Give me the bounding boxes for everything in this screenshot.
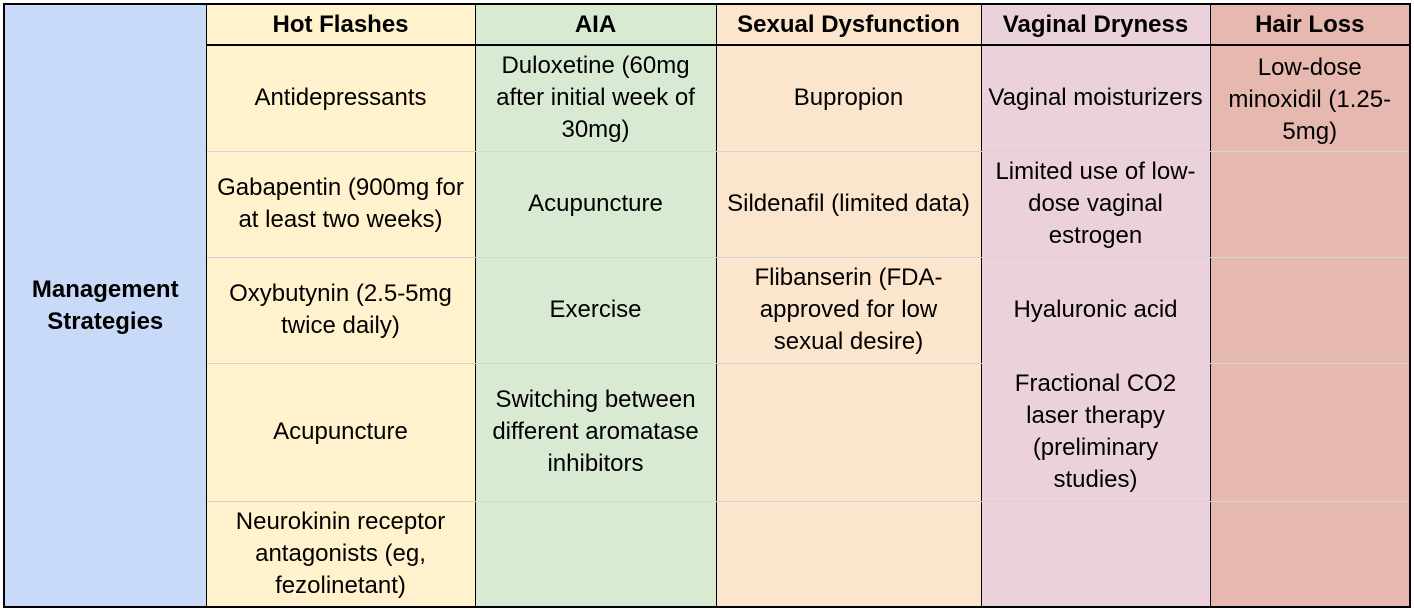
table-cell: Oxybutynin (2.5-5mg twice daily) [206, 257, 475, 363]
table-cell-empty [1210, 151, 1410, 257]
table-cell: Hyaluronic acid [981, 257, 1210, 363]
table-cell: Acupuncture [475, 151, 716, 257]
table-cell-empty [716, 363, 981, 501]
table-cell-empty [981, 501, 1210, 607]
table-cell: Low-dose minoxidil (1.25-5mg) [1210, 45, 1410, 151]
row-label-management-strategies: Management Strategies [4, 4, 206, 607]
table-row [4, 151, 1410, 257]
header-hot-flashes: Hot Flashes [206, 4, 475, 45]
table-row [4, 257, 1410, 363]
table-cell: Exercise [475, 257, 716, 363]
table-row [4, 363, 1410, 501]
table-cell: Vaginal moisturizers [981, 45, 1210, 151]
management-strategies-table [3, 3, 1411, 608]
table-cell: Bupropion [716, 45, 981, 151]
table-row [4, 501, 1410, 607]
table-cell: Neurokinin receptor antagonists (eg, fezolinetant) [206, 501, 475, 607]
table-cell: Acupuncture [206, 363, 475, 501]
header-sexual-dysfunction: Sexual Dysfunction [716, 4, 981, 45]
table-cell: Duloxetine (60mg after initial week of 30mg) [475, 45, 716, 151]
table-cell: Limited use of low-dose vaginal estrogen [981, 151, 1210, 257]
table-row [4, 45, 1410, 151]
header-aia: AIA [475, 4, 716, 45]
table-cell-empty [716, 501, 981, 607]
table-cell: Sildenafil (limited data) [716, 151, 981, 257]
header-row [4, 4, 1410, 45]
table-cell: Fractional CO2 laser therapy (preliminary studies) [981, 363, 1210, 501]
table-cell-empty [1210, 363, 1410, 501]
table-cell-empty [475, 501, 716, 607]
table-cell-empty [1210, 501, 1410, 607]
table-cell: Flibanserin (FDA-approved for low sexual desire) [716, 257, 981, 363]
table-cell: Antidepressants [206, 45, 475, 151]
header-vaginal-dryness: Vaginal Dryness [981, 4, 1210, 45]
table-cell: Switching between different aromatase inhibitors [475, 363, 716, 501]
header-hair-loss: Hair Loss [1210, 4, 1410, 45]
table-cell: Gabapentin (900mg for at least two weeks) [206, 151, 475, 257]
table-cell-empty [1210, 257, 1410, 363]
management-table-container [3, 3, 1411, 608]
